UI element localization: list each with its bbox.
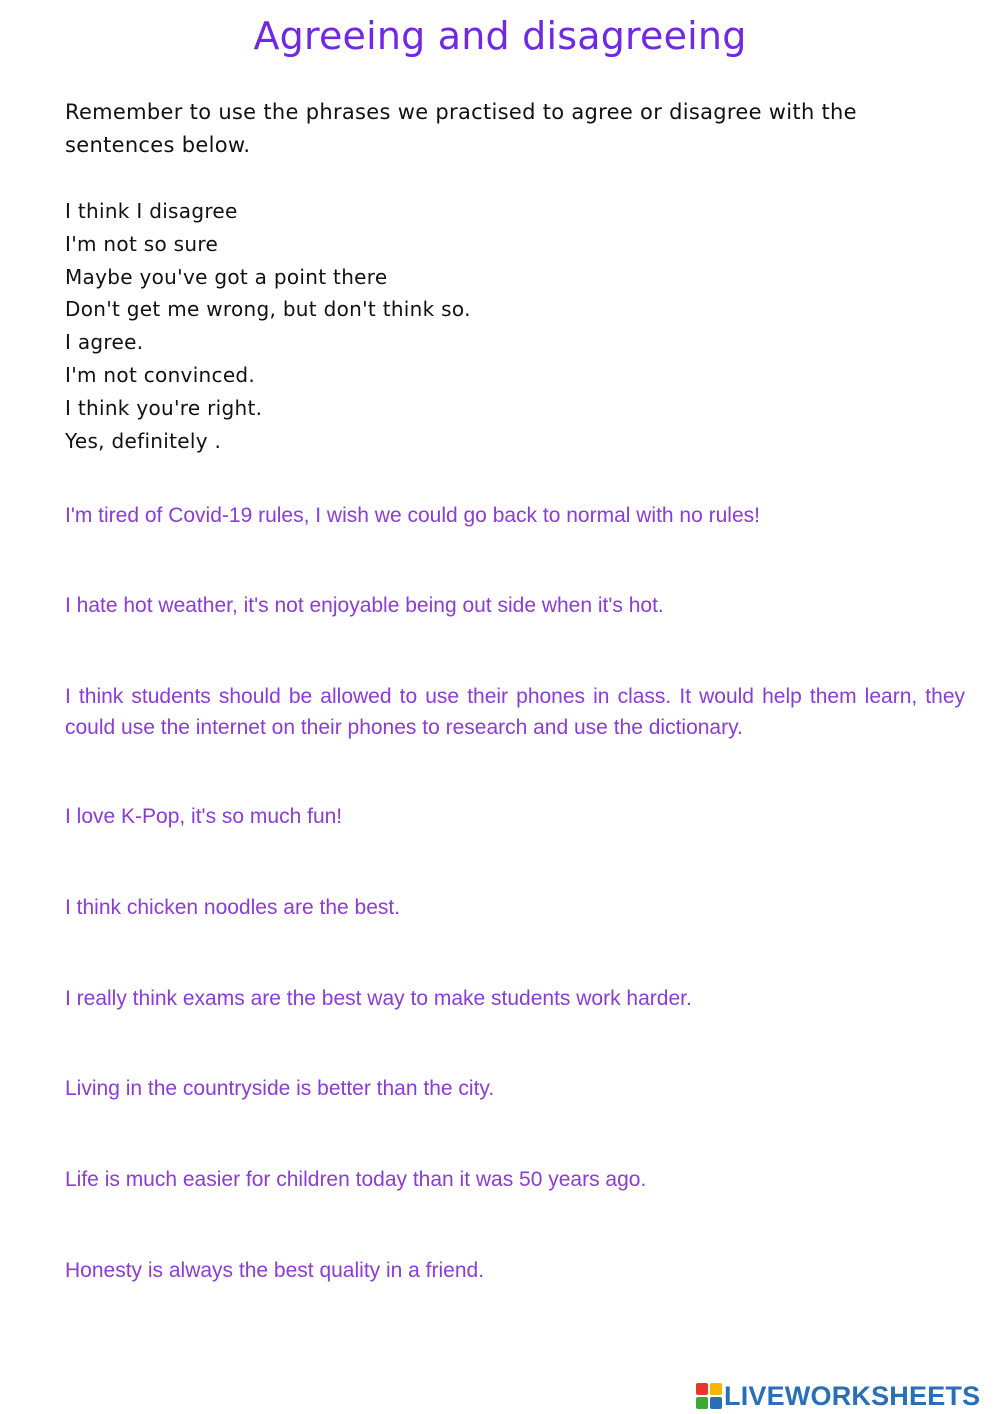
statement-6: I really think exams are the best way to make students work harder. xyxy=(65,987,692,1010)
statement-2: I hate hot weather, it's not enjoyable being out side when it's hot. xyxy=(65,594,664,617)
liveworksheets-logo xyxy=(696,1381,996,1411)
statement-9: Honesty is always the best quality in a friend. xyxy=(65,1259,485,1282)
statement-8: Life is much easier for children today than it was 50 years ago. xyxy=(65,1168,647,1191)
phrase-item: I'm not so sure xyxy=(65,231,219,256)
phrase-item: Yes, definitely . xyxy=(65,428,222,453)
instructions-text: Remember to use the phrases we practised to agree or disagree with the sentences below. xyxy=(65,100,857,157)
phrase-item: I think I disagree xyxy=(65,199,238,223)
liveworksheets-logo-icon xyxy=(696,1383,722,1409)
statement-7: Living in the countryside is better than the city. xyxy=(65,1077,495,1100)
worksheet-title: Agreeing and disagreeing xyxy=(253,14,747,58)
phrase-item: Maybe you've got a point there xyxy=(65,264,388,289)
phrase-item: I agree. xyxy=(65,330,144,355)
phrase-item: I think you're right. xyxy=(65,395,263,420)
statement-1: I'm tired of Covid-19 rules, I wish we could go back to normal with no rules! xyxy=(65,504,760,527)
statement-4: I love K-Pop, it's so much fun! xyxy=(65,805,343,828)
logo-text: LIVEWORKSHEETS xyxy=(724,1381,981,1411)
phrase-list xyxy=(65,195,865,457)
phrase-item: I'm not convinced. xyxy=(65,362,256,387)
statement-5: I think chicken noodles are the best. xyxy=(65,896,401,919)
statement-3: I think students should be allowed to use their phones in class. It would help them learn, they could use the internet on their phones to research and use the dictionary. xyxy=(65,685,965,739)
phrase-item: Don't get me wrong, but don't think so. xyxy=(65,297,471,322)
